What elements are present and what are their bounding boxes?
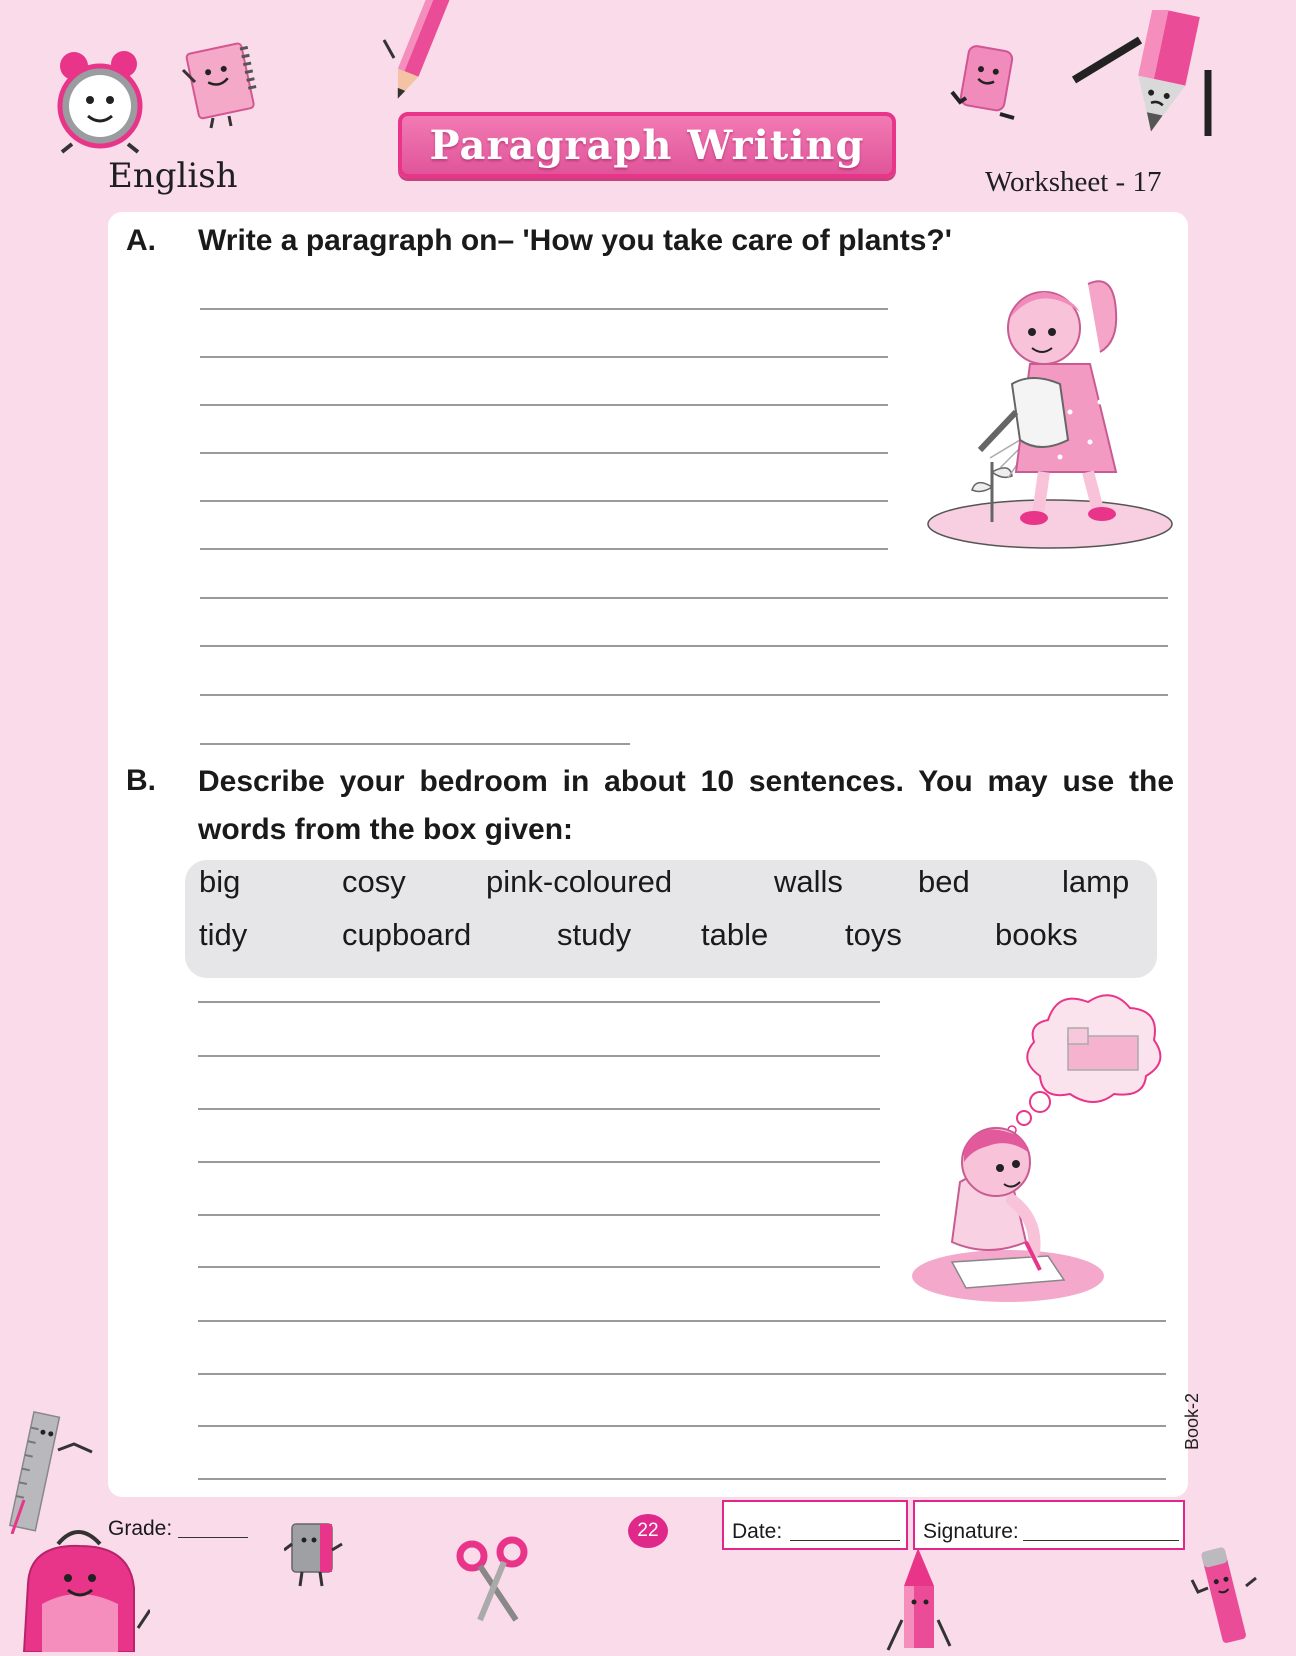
sharpener-icon <box>284 1520 344 1588</box>
word-item: pink-coloured <box>486 864 673 899</box>
notepad-icon <box>175 40 265 130</box>
word-item: walls <box>774 864 843 899</box>
word-item: cupboard <box>342 917 472 952</box>
word-item: toys <box>845 917 902 952</box>
section-b-letter: B. <box>126 764 156 797</box>
writing-line[interactable] <box>198 1478 1166 1480</box>
signature-label: Signature: <box>923 1520 1019 1543</box>
section-b-question: Describe your bedroom in about 10 sentences. You may use the words from the box given: <box>198 765 1174 846</box>
book-label: Book-2 <box>1182 1392 1202 1450</box>
writing-line[interactable] <box>198 1161 880 1163</box>
date-box <box>722 1500 908 1550</box>
girl-watering-plant <box>920 272 1176 554</box>
writing-line[interactable] <box>198 1001 880 1003</box>
writing-line[interactable] <box>198 1320 1166 1322</box>
eraser-icon <box>944 40 1026 122</box>
worksheet-number: Worksheet - 17 <box>985 166 1162 198</box>
word-item: cosy <box>342 864 406 899</box>
crayon-icon <box>884 1546 954 1652</box>
section-a-question: Write a paragraph on– 'How you take care of plants?' <box>198 224 952 257</box>
schoolbag-icon <box>18 1524 150 1652</box>
alarm-clock-icon <box>52 44 148 154</box>
subject-label: English <box>108 156 238 196</box>
writing-line[interactable] <box>198 1425 1166 1427</box>
word-item: bed <box>918 864 970 899</box>
writing-line[interactable] <box>200 548 888 550</box>
page-number-badge: 22 <box>628 1514 668 1548</box>
scissors-icon <box>456 1536 528 1622</box>
writing-line[interactable] <box>200 694 1168 696</box>
writing-line[interactable] <box>198 1108 880 1110</box>
word-item: table <box>701 917 769 952</box>
writing-line[interactable] <box>198 1266 880 1268</box>
pencil-icon <box>380 0 450 112</box>
section-a-letter: A. <box>126 224 156 257</box>
page-title: Paragraph Writing <box>429 121 865 169</box>
word-item: tidy <box>199 917 248 952</box>
writing-line[interactable] <box>200 404 888 406</box>
date-label: Date: <box>732 1520 783 1543</box>
word-box <box>185 860 1157 978</box>
pencil-ruler-icon <box>1070 10 1220 140</box>
writing-line[interactable] <box>200 308 888 310</box>
word-item: big <box>199 864 241 899</box>
writing-line[interactable] <box>198 1373 1166 1375</box>
ruler-icon <box>8 1410 94 1534</box>
writing-line[interactable] <box>200 500 888 502</box>
pen-icon <box>1190 1540 1260 1652</box>
grade-input-line[interactable] <box>178 1537 248 1538</box>
writing-line[interactable] <box>200 743 630 745</box>
signature-box <box>913 1500 1185 1550</box>
boy-drawing-dreaming-bed <box>908 990 1164 1304</box>
word-item: books <box>995 917 1078 952</box>
writing-line[interactable] <box>200 356 888 358</box>
word-item: lamp <box>1062 864 1130 899</box>
writing-line[interactable] <box>200 452 888 454</box>
grade-label: Grade: <box>108 1517 173 1540</box>
writing-line[interactable] <box>200 597 1168 599</box>
title-banner <box>398 112 896 178</box>
date-input-line[interactable] <box>790 1540 900 1541</box>
signature-input-line[interactable] <box>1023 1540 1179 1541</box>
writing-line[interactable] <box>200 645 1168 647</box>
word-item: study <box>557 917 632 952</box>
writing-line[interactable] <box>198 1055 880 1057</box>
writing-line[interactable] <box>198 1214 880 1216</box>
